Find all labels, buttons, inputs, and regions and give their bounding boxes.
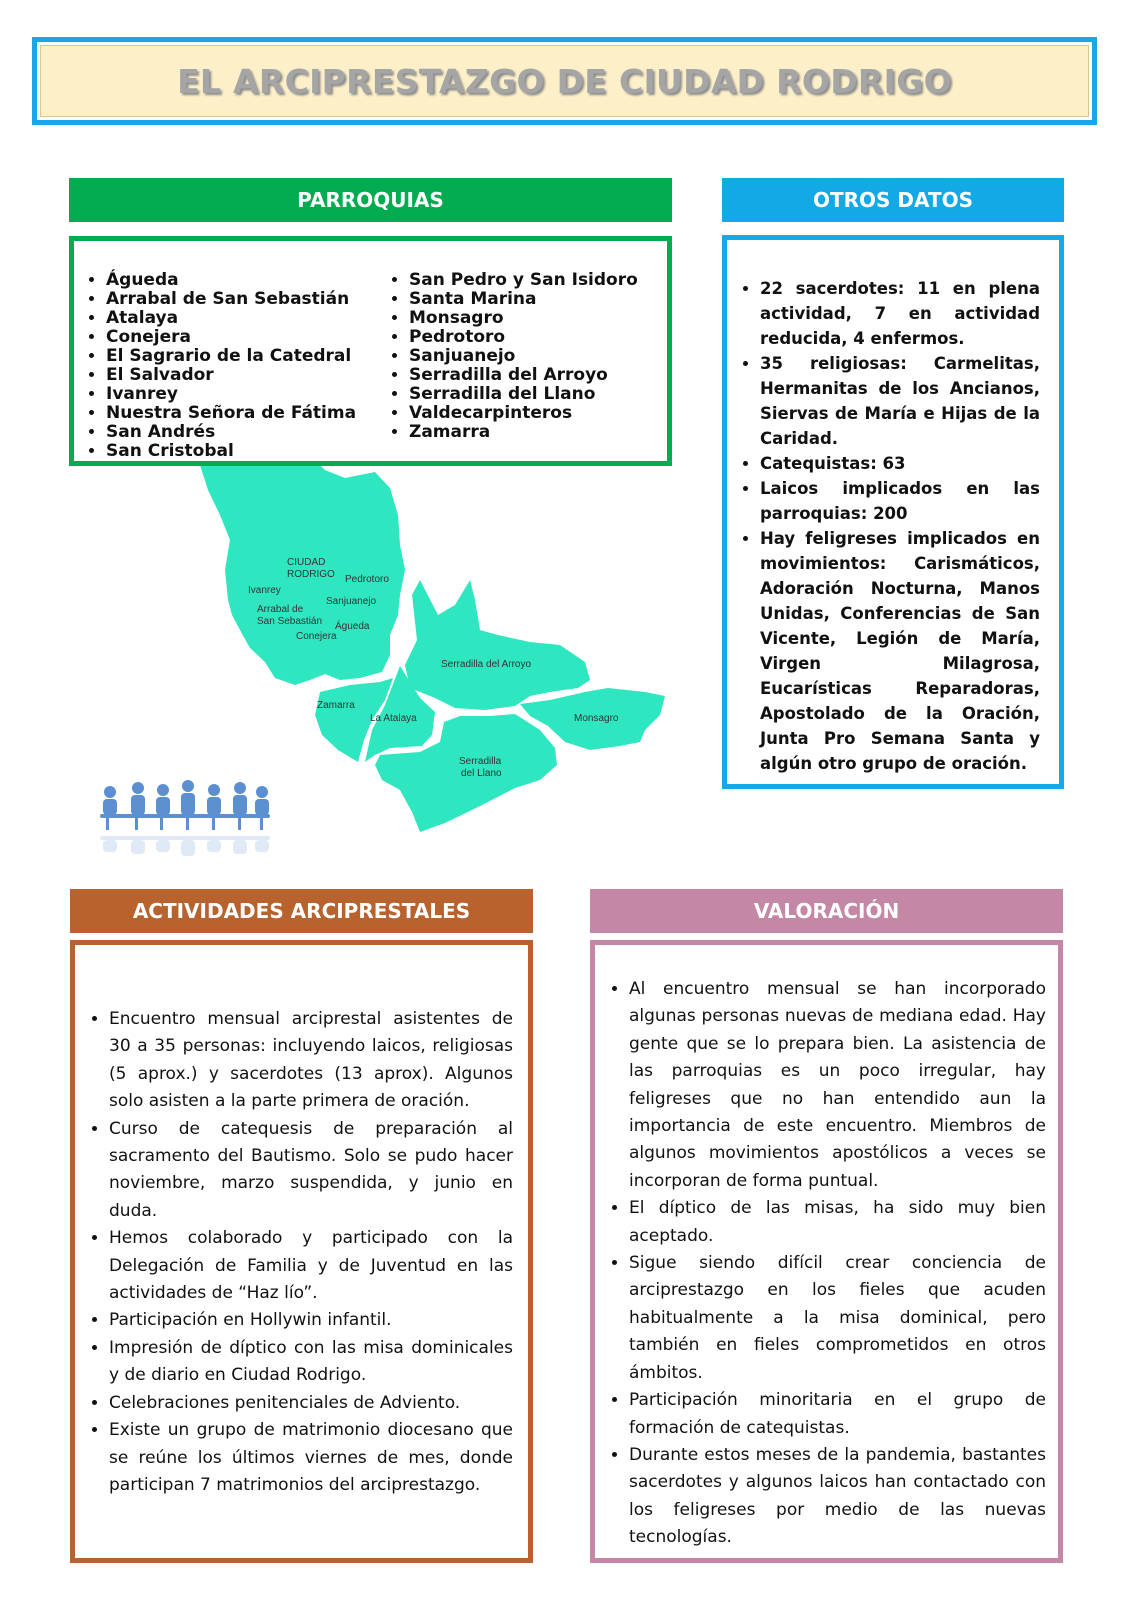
otros-datos-content (732, 260, 1040, 792)
actividad-item: • Participación en Hollywin infantil. (109, 1307, 513, 1334)
parroquia-item: • Serradilla del Llano (409, 385, 672, 404)
parroquia-item: • San Pedro y San Isidoro (409, 271, 672, 290)
map-label-ciudad-2: RODRIGO (287, 569, 335, 580)
actividad-item: • Curso de catequesis de preparación al sacramento del Bautismo. Solo se pudo hacer noviembre, marzo suspendida, y junio en duda. (109, 1116, 513, 1226)
map-label-arrabal-1: Arrabal de (257, 604, 304, 615)
map-label-zamarra: Zamarra (317, 700, 355, 711)
map-label-ciudad-1: CIUDAD (287, 557, 326, 568)
parroquia-item: • Serradilla del Arroyo (409, 366, 672, 385)
otros-datos-item: • Hay feligreses implicados en movimientos: Carismáticos, Adoración Nocturna, Manos Unidas, Conferencias de San Vicente, Legión de María, Virgen Milagrosa, Eucarísticas Reparadoras, Apostolado de la Oración, Junta Pro Semana Santa y algún otro grupo de oración. (760, 526, 1040, 776)
actividades-box (70, 940, 533, 1563)
actividad-item: • Existe un grupo de matrimonio diocesano que se reúne los últimos viernes de mes, donde participan 7 matrimonios del arciprestazgo. (109, 1417, 513, 1499)
actividad-item: • Hemos colaborado y participado con la Delegación de Familia y de Juventud en las actividades de “Haz lío”. (109, 1225, 513, 1307)
parroquia-item: • El Sagrario de la Catedral (106, 347, 369, 366)
otros-datos-box (722, 235, 1064, 789)
parroquia-item: • Sanjuanejo (409, 347, 672, 366)
parroquia-item: • Monsagro (409, 309, 672, 328)
valoracion-box (590, 940, 1063, 1563)
valoracion-header-label: VALORACIÓN (753, 899, 900, 923)
map-label-conejera: Conejera (296, 631, 337, 642)
otros-datos-item: • 35 religiosas: Carmelitas, Hermanitas de los Ancianos, Siervas de María e Hijas de la Caridad. (760, 351, 1040, 451)
valoracion-item: • Durante estos meses de la pandemia, bastantes sacerdotes y algunos laicos han contactado con los feligreses por medio de las nuevas tecnologías. (629, 1442, 1046, 1552)
valoracion-item: • Al encuentro mensual se han incorporado algunas personas nuevas de mediana edad. Hay gente que se lo prepara bien. La asistencia de las parroquias es un poco irregular, hay feligreses que no han entendido aun la importancia de este encuentro. Miembros de algunos movimientos apostólicos a veces se incorporan de forma puntual. (629, 976, 1046, 1195)
parroquias-header-label: PARROQUIAS (297, 188, 444, 212)
otros-datos-header-label: OTROS DATOS (813, 188, 973, 212)
parroquia-item: • Zamarra (409, 423, 672, 442)
otros-datos-item: • Laicos implicados en las parroquias: 200 (760, 476, 1040, 526)
valoracion-content (600, 960, 1046, 1568)
map-label-agueda: Águeda (335, 621, 370, 632)
map-label-serradilla-llano-1: Serradilla (459, 756, 502, 767)
parroquias-column-2 (382, 254, 672, 459)
actividad-item: • Encuentro mensual arciprestal asistentes de 30 a 35 personas: incluyendo laicos, religiosas (5 aprox.) y sacerdotes (13 aprox). Algunos solo asisten a la parte primera de oración. (109, 1006, 513, 1116)
map-region-serradilla-arroyo (405, 580, 590, 710)
actividades-content (80, 990, 513, 1515)
parroquia-item: • Conejera (106, 328, 369, 347)
map-label-ivanrey: Ivanrey (248, 585, 281, 596)
parroquia-item: • Santa Marina (409, 290, 672, 309)
parroquias-list-2 (382, 271, 672, 442)
map-label-pedrotoro: Pedrotoro (345, 574, 389, 585)
valoracion-item: • Sigue siendo difícil crear conciencia de arciprestazgo en los fieles que acuden habitualmente a la misa dominical, pero también en fieles comprometidos en otros ámbitos. (629, 1250, 1046, 1387)
map-label-monsagro: Monsagro (574, 713, 619, 724)
title-banner (40, 45, 1089, 117)
valoracion-item: • Participación minoritaria en el grupo de formación de catequistas. (629, 1387, 1046, 1442)
parroquias-column-1 (79, 254, 369, 478)
parroquia-item: • Águeda (106, 271, 369, 290)
parroquia-item: • San Cristobal (106, 442, 369, 461)
actividades-list (80, 1006, 513, 1499)
actividad-item: • Impresión de díptico con las misa dominicales y de diario en Ciudad Rodrigo. (109, 1335, 513, 1390)
parroquia-item: • Arrabal de San Sebastián (106, 290, 369, 309)
map-label-serradilla-llano-2: del Llano (461, 768, 502, 779)
parroquias-list-1 (79, 271, 369, 461)
parroquia-item: • Nuestra Señora de Fátima (106, 404, 369, 423)
parroquia-item: • El Salvador (106, 366, 369, 385)
parroquias-box (69, 236, 672, 466)
otros-datos-header (722, 178, 1064, 222)
valoracion-list (600, 976, 1046, 1552)
map-label-sanjuanejo: Sanjuanejo (326, 596, 377, 607)
valoracion-item: • El díptico de las misas, ha sido muy bien aceptado. (629, 1195, 1046, 1250)
map-label-serradilla-arroyo: Serradilla del Arroyo (441, 659, 532, 670)
otros-datos-list (732, 276, 1040, 776)
page-title: EL ARCIPRESTAZGO DE CIUDAD RODRIGO (177, 61, 952, 101)
actividades-header (70, 889, 533, 933)
map-label-atalaya: La Atalaya (370, 713, 417, 724)
actividades-header-label: ACTIVIDADES ARCIPRESTALES (132, 899, 471, 923)
meeting-people-illustration (90, 778, 280, 868)
otros-datos-item: • 22 sacerdotes: 11 en plena actividad, 7 en actividad reducida, 4 enfermos. (760, 276, 1040, 351)
actividad-item: • Celebraciones penitenciales de Adviento. (109, 1390, 513, 1417)
parroquia-item: • Valdecarpinteros (409, 404, 672, 423)
parroquia-item: • Pedrotoro (409, 328, 672, 347)
map-label-arrabal-2: San Sebastián (257, 616, 323, 627)
parroquia-item: • Ivanrey (106, 385, 369, 404)
parroquia-item: • Atalaya (106, 309, 369, 328)
parroquias-header (69, 178, 672, 222)
parroquia-item: • San Andrés (106, 423, 369, 442)
valoracion-header (590, 889, 1063, 933)
otros-datos-item: • Catequistas: 63 (760, 451, 1040, 476)
